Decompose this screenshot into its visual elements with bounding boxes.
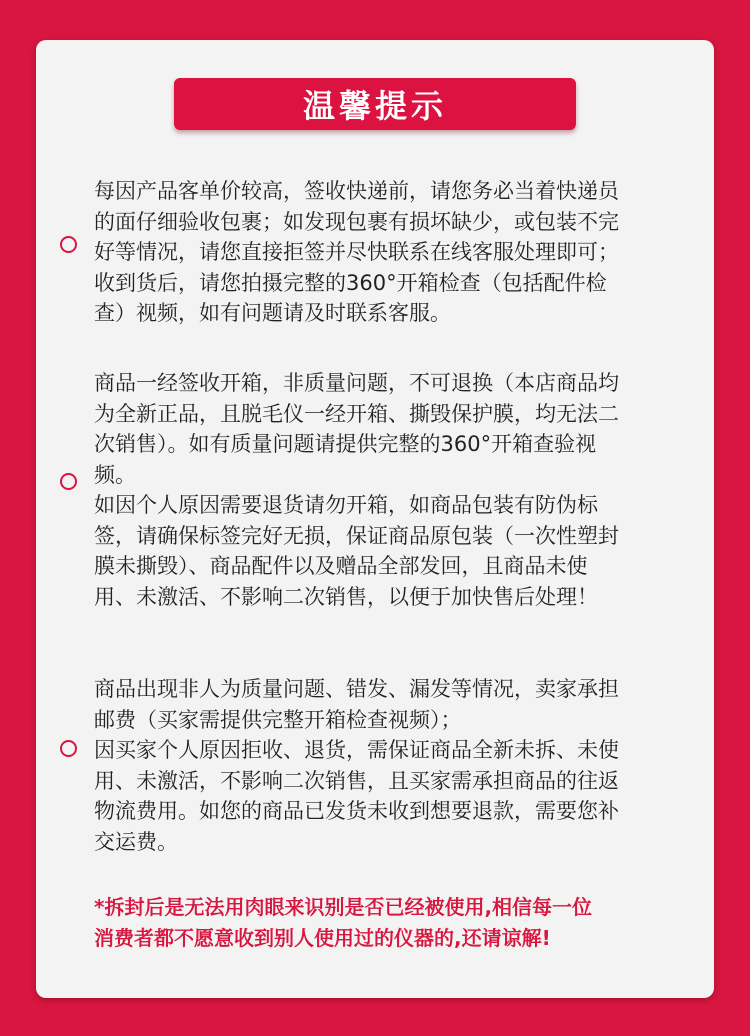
notice-section-3 xyxy=(94,674,694,857)
circle-bullet-icon xyxy=(60,473,77,490)
circle-bullet-icon xyxy=(60,236,77,253)
title-banner xyxy=(174,78,576,130)
notice-card xyxy=(36,40,714,998)
page-title: 温馨提示 xyxy=(302,87,447,125)
section-1-paragraph-1: 每因产品客单价较高，签收快递前，请您务必当着快递员 的面仔细验收包裹；如发现包裹有损坏缺少，或包装不完 好等情况，请您直接拒签并尽快联系在线客服处理即可； 收到货后，请您拍摄完整的360°开箱检查（包括配件检 查）视频，如有问题请及时联系客服。 xyxy=(94,179,619,325)
section-2-paragraph-2: 如因个人原因需要退货请勿开箱，如商品包装有防伪标 签，请确保标签完好无损，保证商品原包装（一次性塑封 膜未撕毁）、商品配件以及赠品全部发回，且商品未使 用、未激活、不影响二次销售，以便于加快售后处理！ xyxy=(94,493,619,609)
warning-note: *拆封后是无法用肉眼来识别是否已经被使用,相信每一位 消费者都不愿意收到别人使用过的仪器的,还请谅解! xyxy=(94,895,593,950)
section-3-paragraph-1: 商品出现非人为质量问题、错发、漏发等情况，卖家承担 邮费（买家需提供完整开箱检查视频）； xyxy=(94,677,619,732)
circle-bullet-icon xyxy=(60,740,77,757)
section-3-paragraph-2: 因买家个人原因拒收、退货，需保证商品全新未拆、未使 用、未激活，不影响二次销售，且买家需承担商品的往返 物流费用。如您的商品已发货未收到想要退款，需要您补 交运费。 xyxy=(94,738,619,854)
notice-section-1 xyxy=(94,176,694,329)
notice-section-2 xyxy=(94,368,694,612)
section-2-paragraph-1: 商品一经签收开箱，非质量问题，不可退换（本店商品均 为全新正品，且脱毛仪一经开箱、撕毁保护膜，均无法二 次销售）。如有质量问题请提供完整的360°开箱查验视 频。 xyxy=(94,371,619,487)
